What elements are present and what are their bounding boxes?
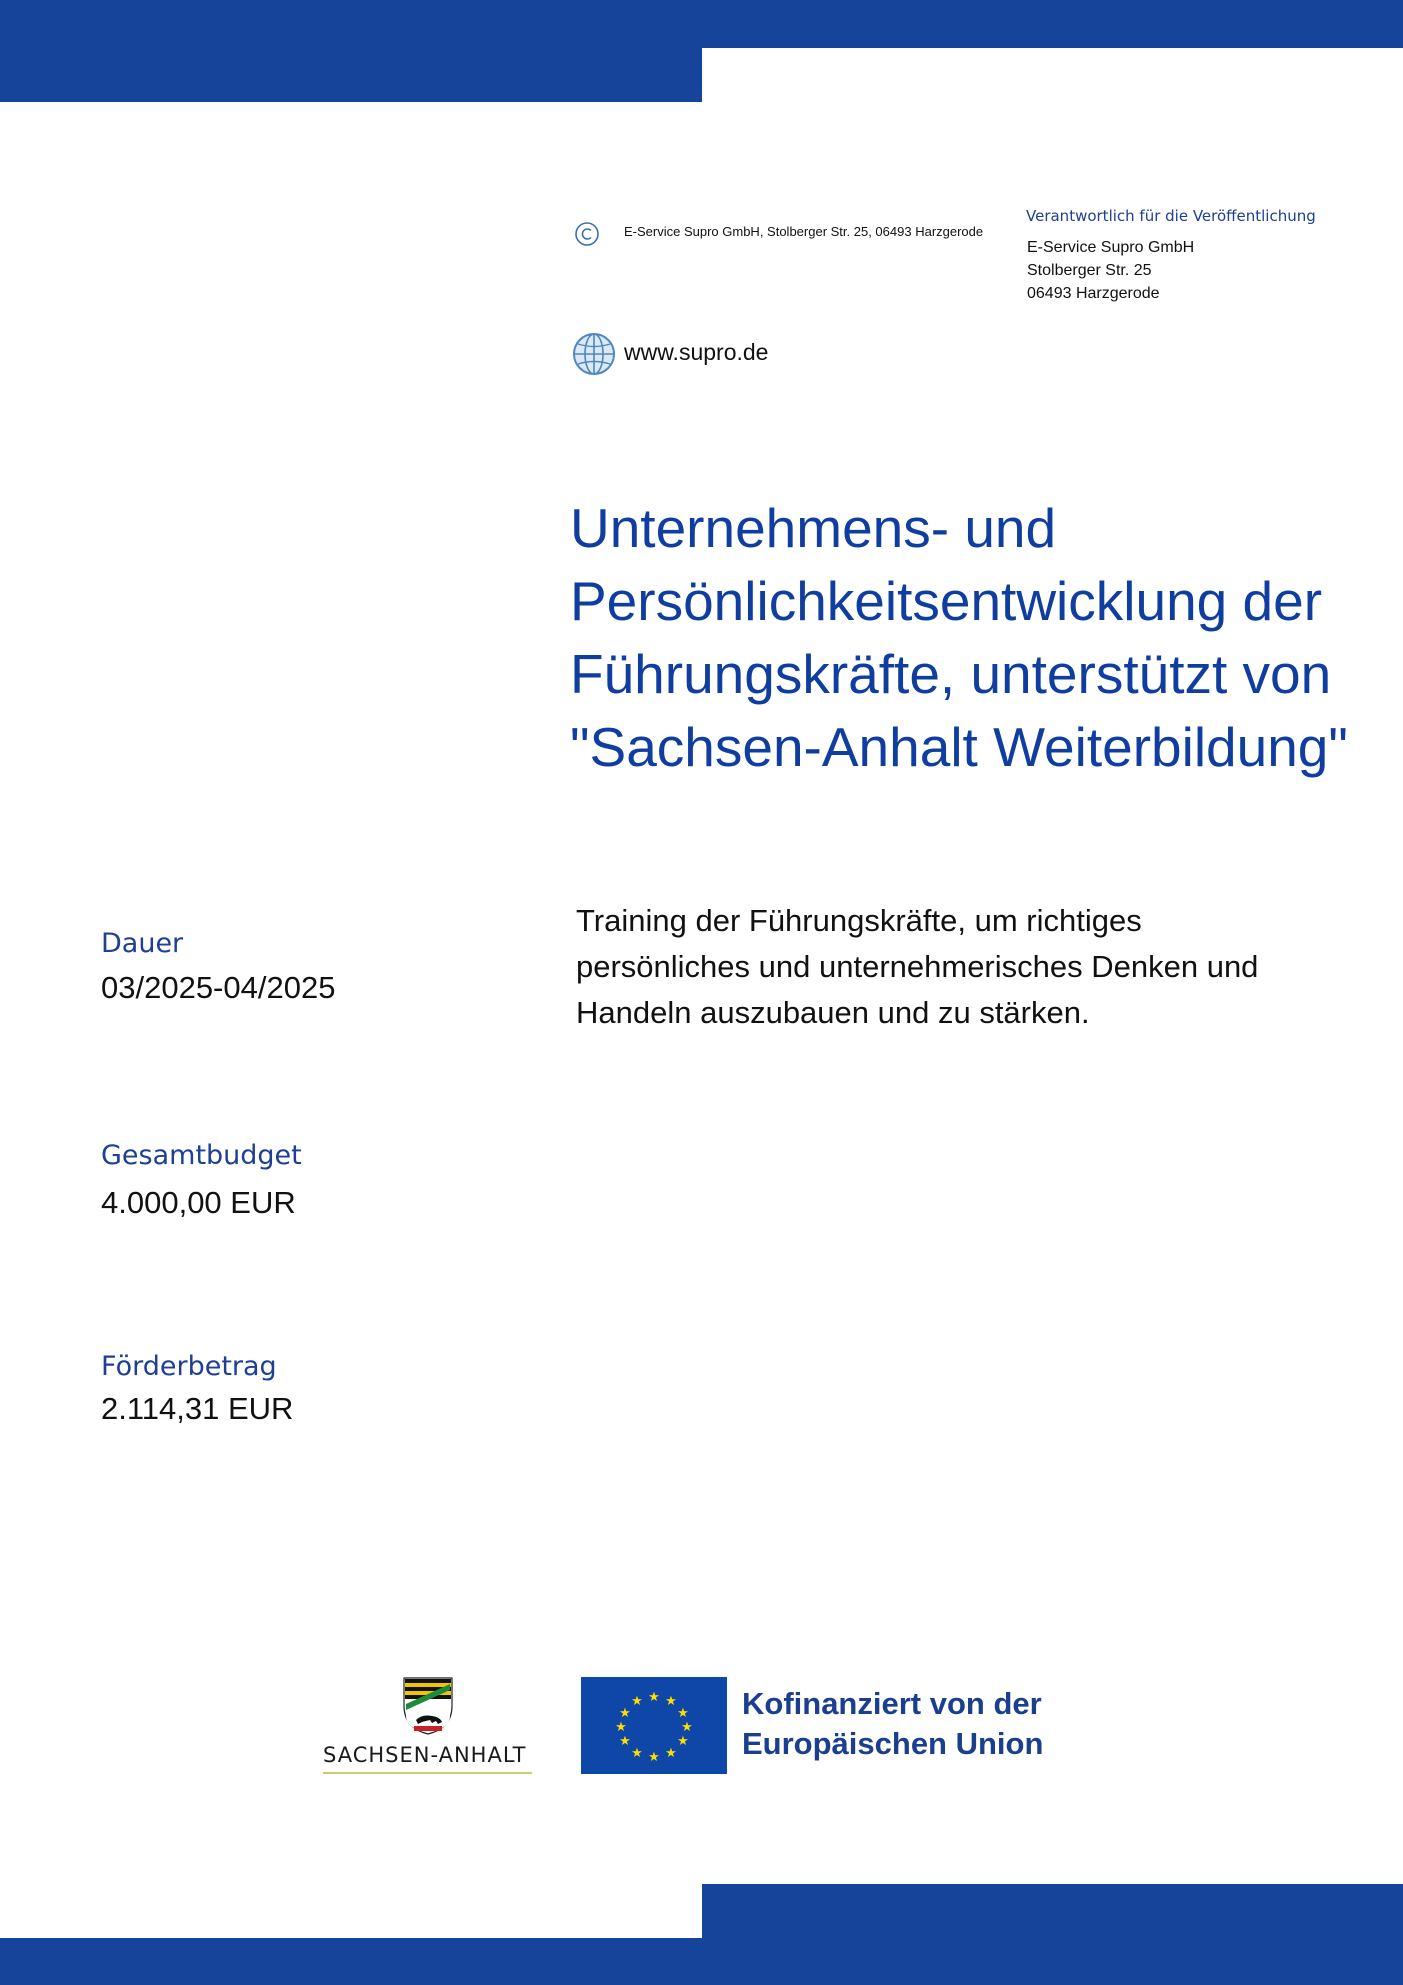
funding-amount-value: 2.114,31 EUR xyxy=(101,1391,294,1426)
page-title xyxy=(570,492,1348,784)
bottom-band-step xyxy=(702,1884,1403,1938)
sachsen-anhalt-underline xyxy=(323,1772,532,1774)
svg-text:★: ★ xyxy=(619,1733,631,1748)
svg-text:★: ★ xyxy=(665,1693,677,1708)
total-budget-value: 4.000,00 EUR xyxy=(101,1185,296,1220)
globe-icon xyxy=(572,332,616,376)
title-line: "Sachsen-Anhalt Weiterbildung" xyxy=(570,716,1348,778)
svg-text:★: ★ xyxy=(631,1693,643,1708)
title-line: Persönlichkeitsentwicklung der xyxy=(570,570,1323,632)
top-band xyxy=(0,0,1403,48)
website-link[interactable]: www.supro.de xyxy=(624,339,769,365)
svg-text:★: ★ xyxy=(648,1749,660,1764)
responsible-heading: Verantwortlich für die Veröffentlichung xyxy=(1026,207,1316,225)
duration-value: 03/2025-04/2025 xyxy=(101,970,336,1005)
sachsen-anhalt-coat-of-arms xyxy=(402,1676,454,1736)
svg-text:★: ★ xyxy=(665,1745,677,1760)
responsible-line: Stolberger Str. 25 xyxy=(1027,262,1152,279)
eu-cofinanced-text xyxy=(742,1684,1043,1764)
eu-text-line: Europäischen Union xyxy=(742,1726,1044,1761)
copyright-line: E-Service Supro GmbH, Stolberger Str. 25, 06493 Harzgerode xyxy=(624,224,984,239)
eu-text-line: Kofinanziert von der xyxy=(742,1686,1042,1721)
svg-text:★: ★ xyxy=(631,1745,643,1760)
bottom-band xyxy=(0,1938,1403,1985)
description-line: Training der Führungskräfte, um richtiges xyxy=(576,903,1142,938)
responsible-address xyxy=(1027,236,1194,305)
svg-text:★: ★ xyxy=(677,1705,689,1720)
description-line: Handeln auszubauen und zu stärken. xyxy=(576,995,1090,1030)
svg-text:★: ★ xyxy=(648,1689,660,1704)
svg-text:★: ★ xyxy=(677,1733,689,1748)
responsible-line: 06493 Harzgerode xyxy=(1027,285,1160,302)
svg-text:★: ★ xyxy=(615,1719,627,1734)
eu-flag-icon xyxy=(581,1677,727,1774)
funding-amount-label: Förderbetrag xyxy=(101,1351,277,1382)
svg-text:★: ★ xyxy=(681,1719,693,1734)
copyright-icon xyxy=(574,221,600,247)
description xyxy=(576,898,1258,1036)
total-budget-label: Gesamtbudget xyxy=(101,1140,302,1171)
title-line: Führungskräfte, unterstützt von xyxy=(570,643,1332,705)
title-line: Unternehmens- und xyxy=(570,497,1057,559)
description-line: persönliches und unternehmerisches Denken und xyxy=(576,949,1259,984)
sachsen-anhalt-wordmark: SACHSEN-ANHALT xyxy=(323,1743,527,1767)
svg-text:★: ★ xyxy=(619,1705,631,1720)
top-band-step xyxy=(0,48,702,102)
responsible-line: E-Service Supro GmbH xyxy=(1027,239,1195,256)
duration-label: Dauer xyxy=(101,928,184,959)
